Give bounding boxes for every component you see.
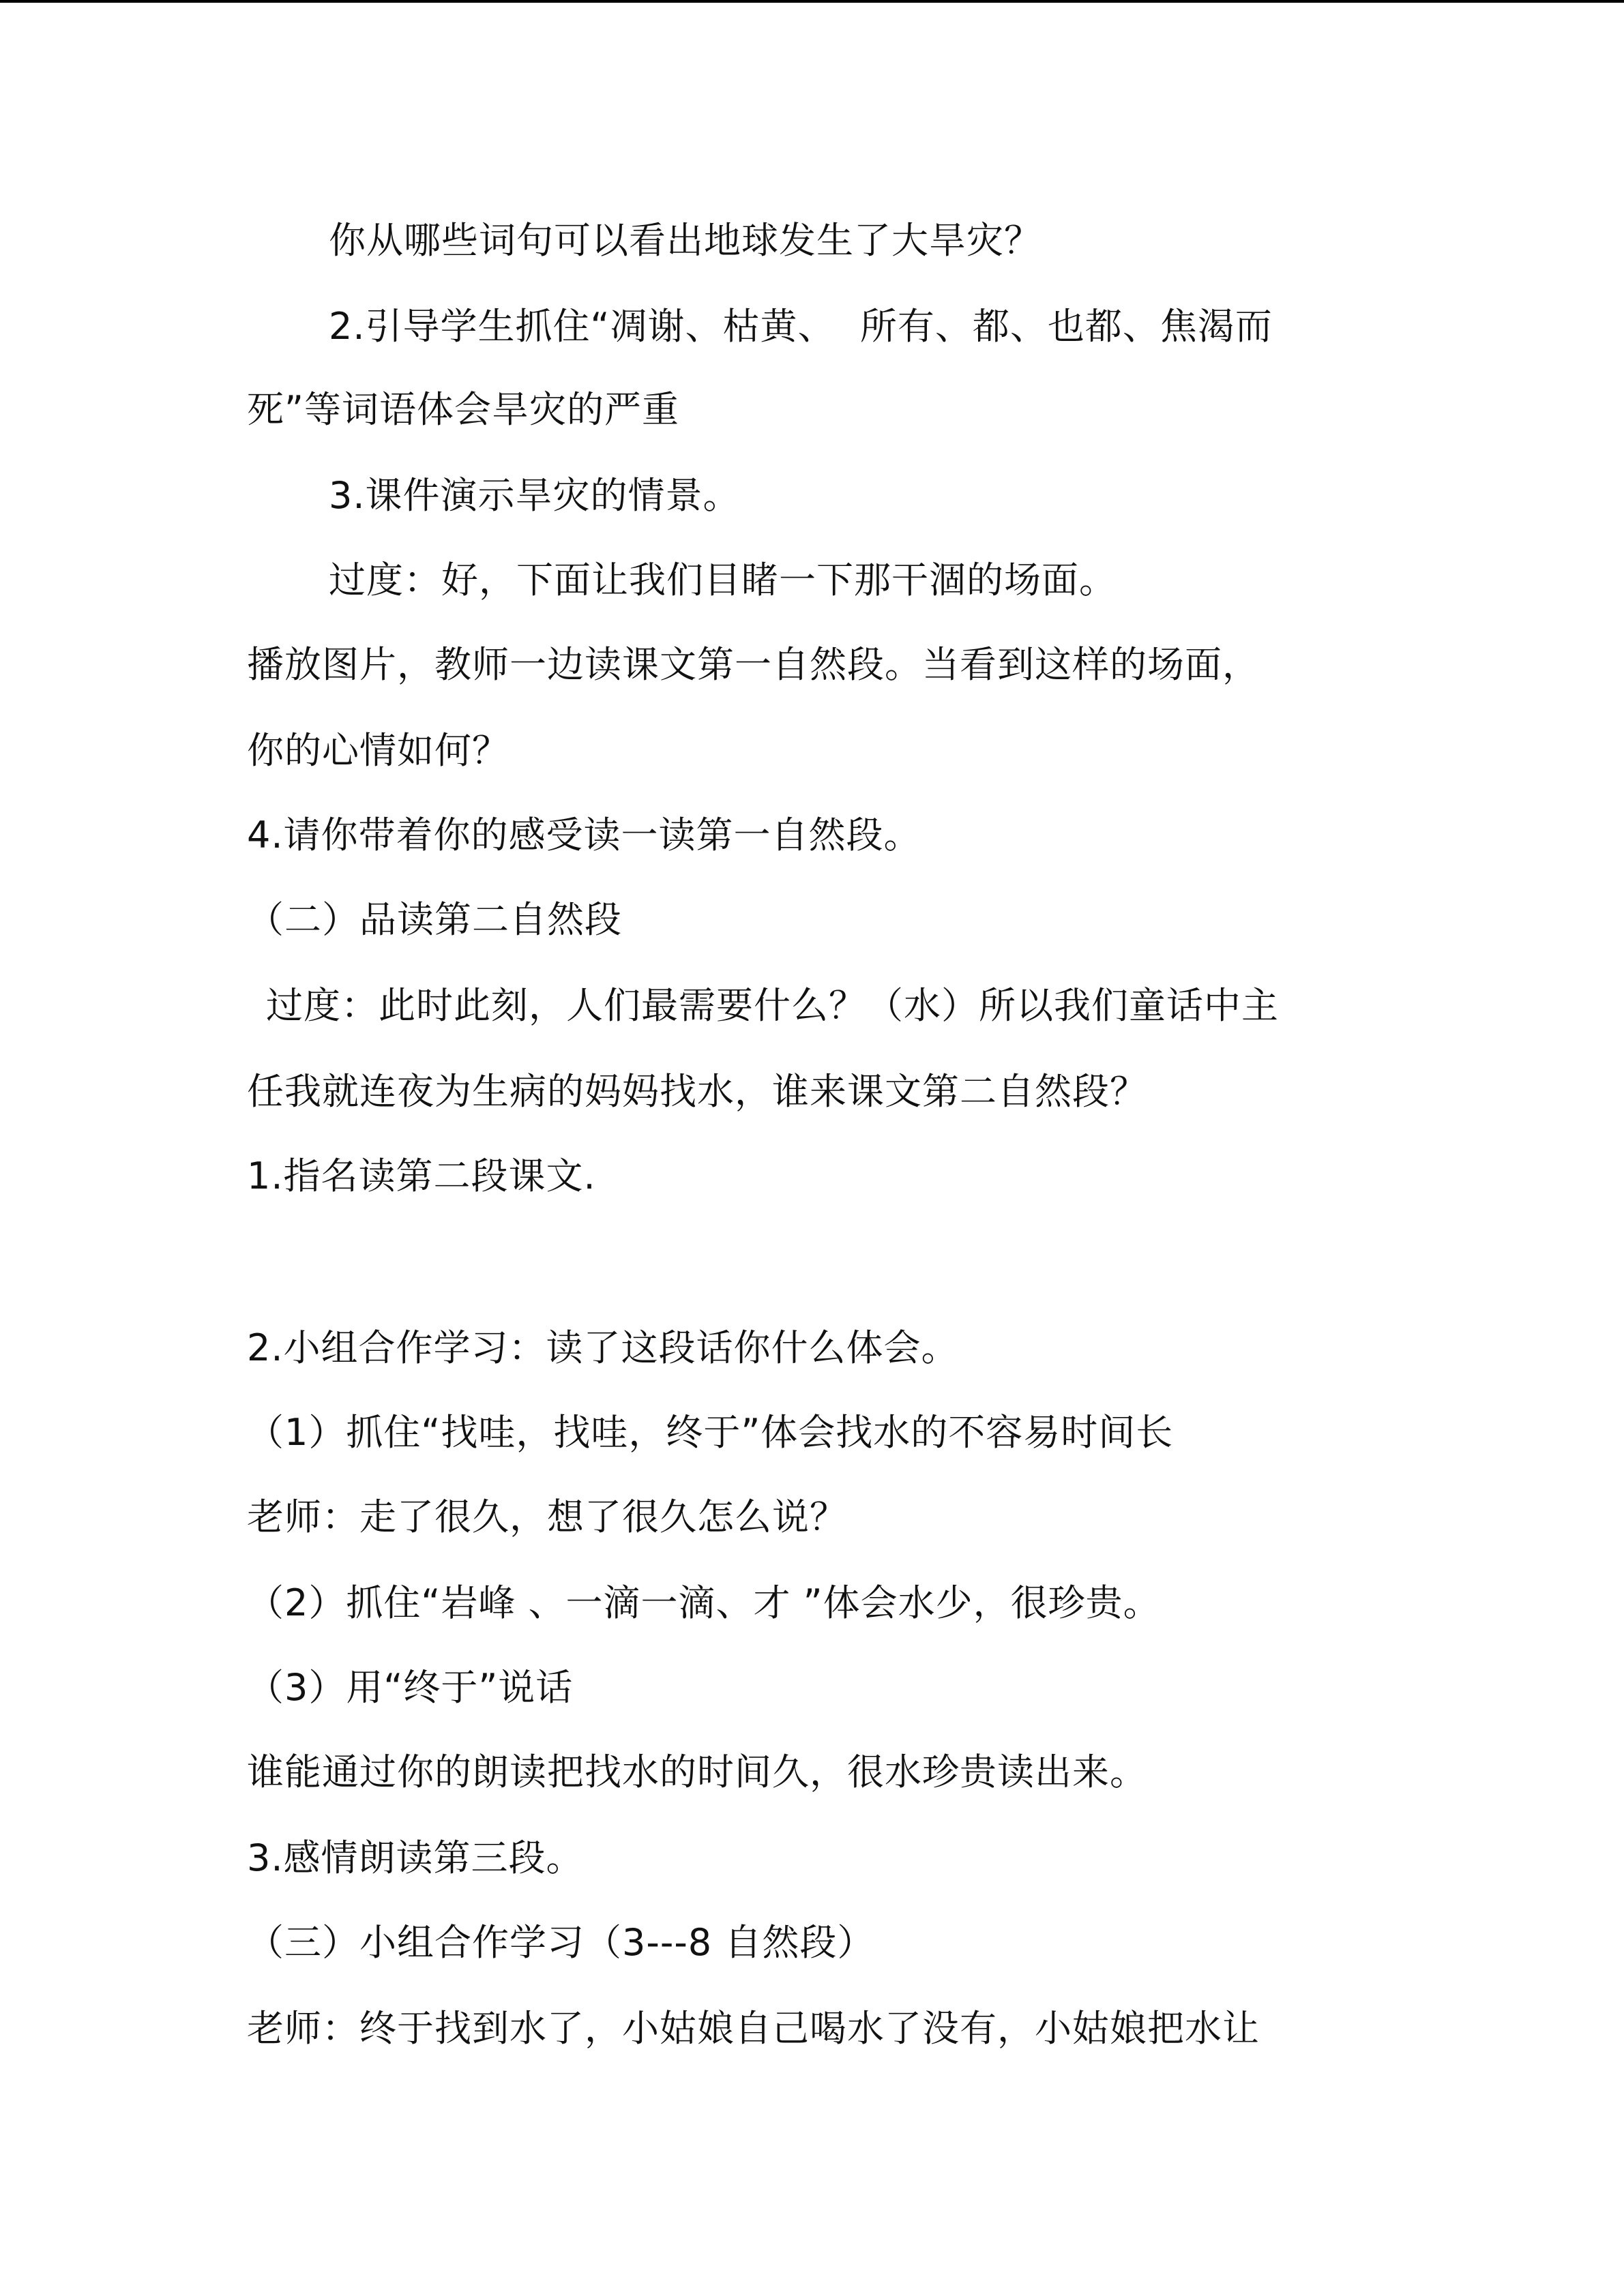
text-line: 你从哪些词句可以看出地球发生了大旱灾？ [329,219,1042,262]
text-line: （3）用“终于”说话 [247,1666,574,1709]
text-line: 3.课件演示旱灾的情景。 [329,474,741,517]
text-line: 谁能通过你的朗读把找水的时间久，很水珍贵读出来。 [247,1750,1147,1793]
text-line: 1.指名读第二段课文. [247,1154,596,1197]
text-line: 死”等词语体会旱灾的严重 [247,388,679,431]
section-heading: （三）小组合作学习（3---8 自然段） [247,1921,875,1964]
text-line: 过度：此时此刻，人们最需要什么？（水）所以我们童话中主 [266,984,1279,1027]
text-line: 2.小组合作学习：读了这段话你什么体会。 [247,1326,959,1369]
text-line: 老师：终于找到水了，小姑娘自己喝水了没有，小姑娘把水让 [247,2007,1260,2050]
text-line: 4.请你带着你的感受读一读第一自然段。 [247,814,921,856]
text-line: 老师：走了很久，想了很久怎么说？ [247,1495,847,1538]
section-heading: （二）品读第二自然段 [247,898,622,941]
text-line: 你的心情如何？ [247,729,510,772]
text-line: 过度：好，下面让我们目睹一下那干涸的场面。 [329,558,1117,601]
text-line: 2.引导学生抓住“凋谢、枯黄、 所有、都、也都、焦渴而 [329,305,1273,348]
text-line: 播放图片，教师一边读课文第一自然段。当看到这样的场面， [247,643,1260,686]
text-line: （1）抓住“找哇，找哇，终于”体会找水的不容易时间长 [247,1411,1174,1454]
text-line: （2）抓住“岩峰 、一滴一滴、才 ”体会水少，很珍贵。 [247,1581,1161,1624]
text-line: 3.感情朗读第三段。 [247,1836,584,1879]
text-line: 任我就连夜为生病的妈妈找水，谁来课文第二自然段？ [247,1070,1147,1113]
